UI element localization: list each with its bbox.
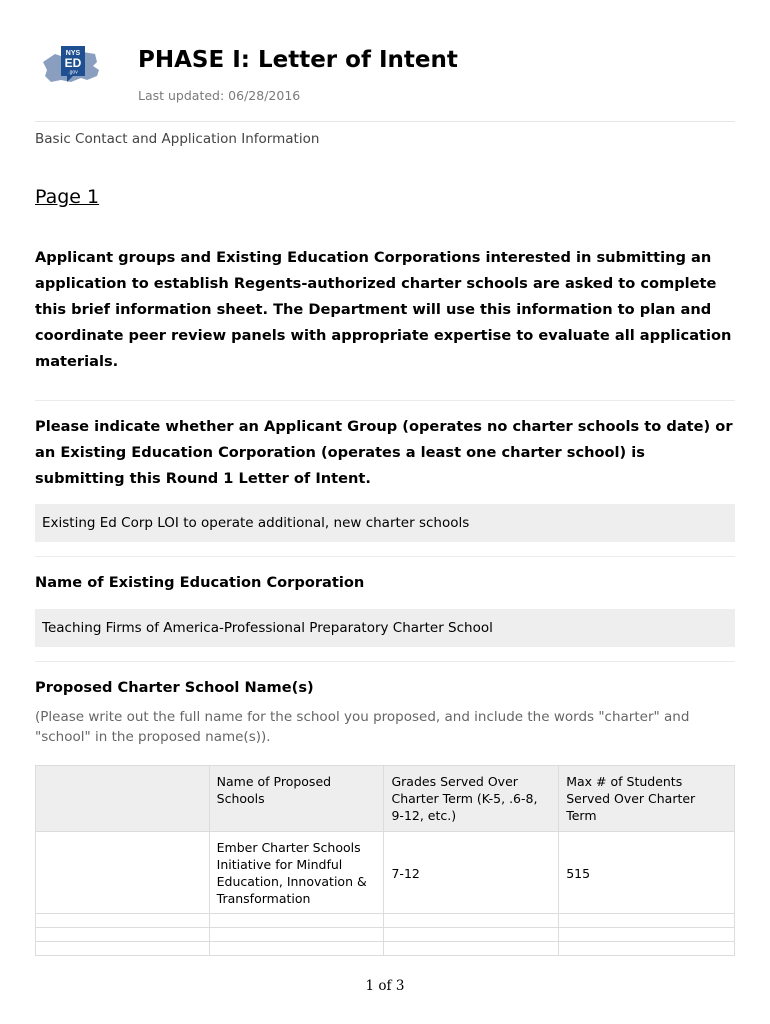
svg-text:NYS: NYS <box>65 50 81 57</box>
last-updated: Last updated: 06/28/2016 <box>138 88 301 103</box>
table-cell <box>559 942 735 956</box>
table-cell: 515 <box>559 832 735 914</box>
table-cell <box>384 914 559 928</box>
table-cell <box>36 914 210 928</box>
table-header-cell: Name of Proposed Schools <box>209 766 384 832</box>
nysed-logo <box>37 42 107 88</box>
page-header <box>35 0 735 122</box>
table-cell <box>559 928 735 942</box>
table-header-cell: Grades Served Over Charter Term (K-5, .6-8, 9-12, etc.) <box>384 766 559 832</box>
table-row <box>36 928 735 942</box>
table-header-cell: Max # of Students Served Over Charter Term <box>559 766 735 832</box>
document-page <box>35 0 735 906</box>
question-education-corporation: Name of Existing Education Corporation <box>35 574 365 591</box>
table-header-cell <box>36 766 210 832</box>
table-cell: Ember Charter Schools Initiative for Mindful Education, Innovation & Transformation <box>209 832 384 914</box>
section-subtitle: Basic Contact and Application Information <box>35 131 320 147</box>
table-cell <box>36 942 210 956</box>
proposed-schools-table <box>35 765 735 956</box>
table-row <box>36 942 735 956</box>
divider <box>35 661 735 662</box>
question-school-names: Proposed Charter School Name(s) <box>35 679 314 696</box>
page-title: PHASE I: Letter of Intent <box>138 47 458 73</box>
page-number: 1 of 3 <box>365 978 405 994</box>
table-cell <box>384 928 559 942</box>
answer-applicant-type: Existing Ed Corp LOI to operate additional, new charter schools <box>35 504 735 542</box>
intro-text: Applicant groups and Existing Education Corporations interested in submitting an application to establish Regents-authorized charter schools are asked to complete this brief information sheet. The Department will use this information to plan and coordinate peer review panels with appropriate expertise to evaluate all application materials. <box>35 249 732 370</box>
table-cell <box>209 942 384 956</box>
table-header-row <box>36 766 735 832</box>
table-cell: 7-12 <box>384 832 559 914</box>
table-cell <box>36 832 210 914</box>
table-cell <box>384 942 559 956</box>
table-row <box>36 914 735 928</box>
table-cell <box>559 914 735 928</box>
answer-education-corporation: Teaching Firms of America-Professional Preparatory Charter School <box>35 609 735 647</box>
svg-text:.gov: .gov <box>68 69 78 76</box>
school-names-hint: (Please write out the full name for the school you proposed, and include the words "charter" and "school" in the proposed name(s)). <box>35 709 690 745</box>
svg-text:ED: ED <box>64 56 82 70</box>
divider <box>35 556 735 557</box>
divider <box>35 400 735 401</box>
table-row <box>36 832 735 914</box>
question-applicant-type: Please indicate whether an Applicant Group (operates no charter schools to date) or an Existing Education Corporation (operates a least one charter school) is submitting this Round 1 Letter of Intent. <box>35 418 733 487</box>
table-cell <box>36 928 210 942</box>
page-heading: Page 1 <box>35 186 100 208</box>
table-cell <box>209 928 384 942</box>
table-cell <box>209 914 384 928</box>
